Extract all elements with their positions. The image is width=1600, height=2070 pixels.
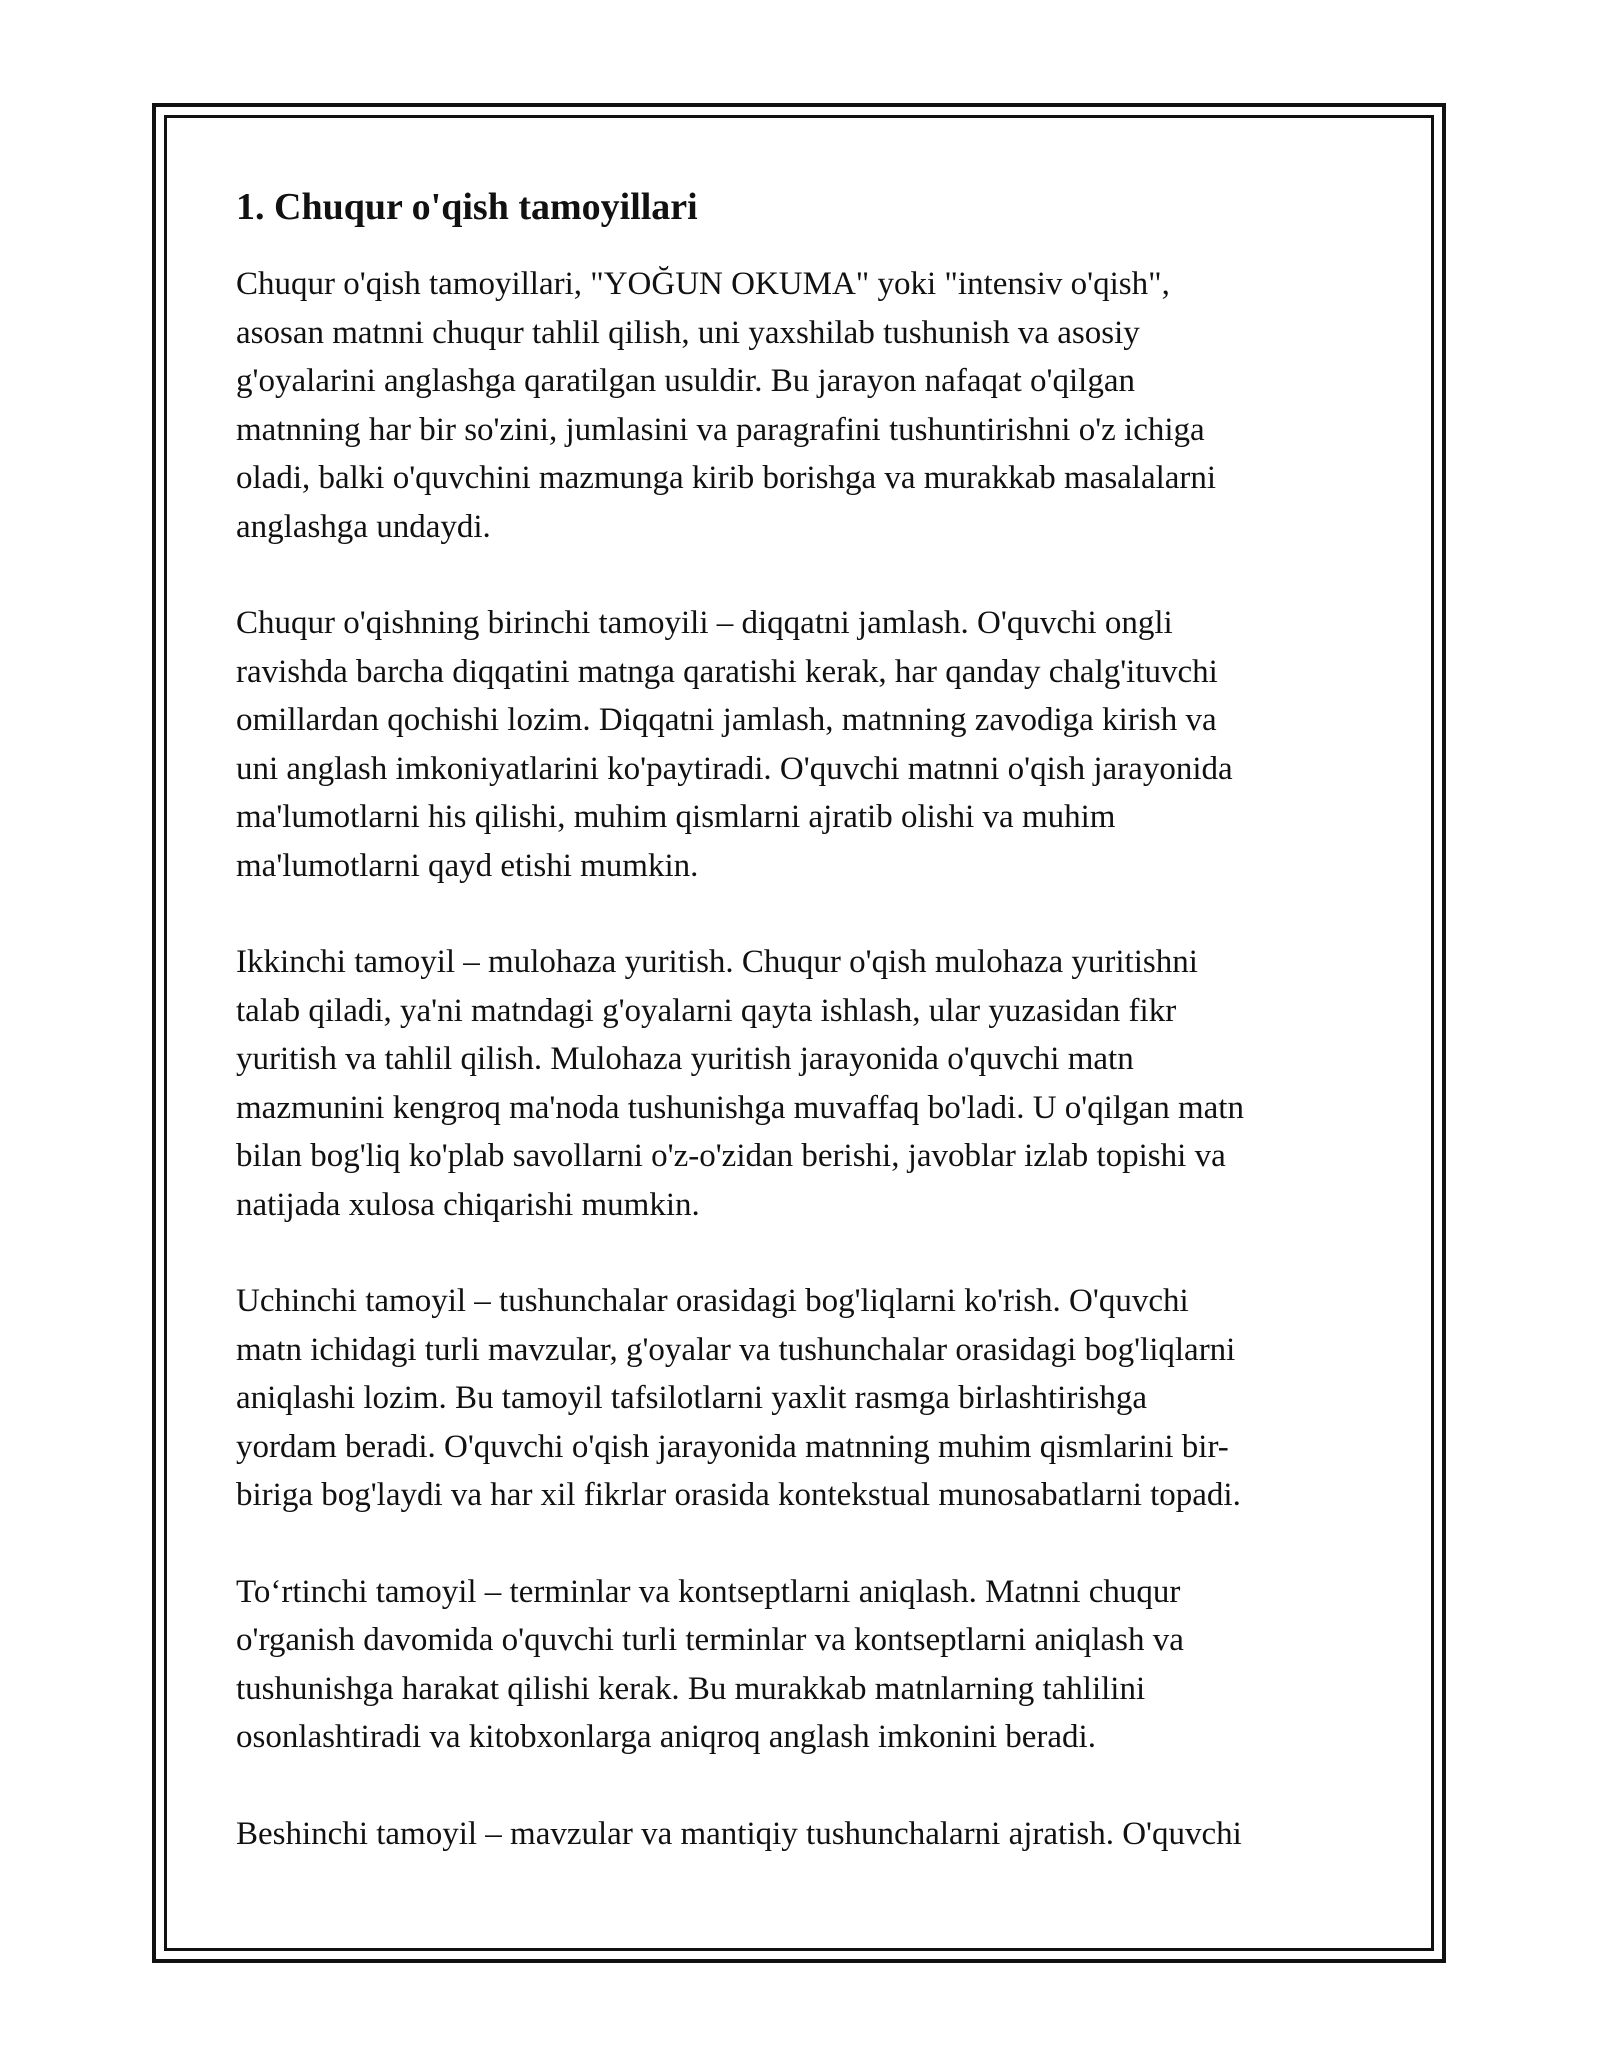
text-line: biriga bog'laydi va har xil fikrlar orasida kontekstual munosabatlarni topadi. xyxy=(236,1477,1241,1513)
paragraph-third-principle xyxy=(236,1277,1366,1520)
text-line: o'rganish davomida o'quvchi turli terminlar va kontseptlarni aniqlash va xyxy=(236,1622,1184,1658)
text-line: yuritish va tahlil qilish. Mulohaza yuritish jarayonida o'quvchi matn xyxy=(236,1041,1134,1077)
text-line: Ikkinchi tamoyil – mulohaza yuritish. Chuqur o'qish mulohaza yuritishni xyxy=(236,944,1198,980)
paragraph-fifth-principle xyxy=(236,1810,1366,1859)
text-line: osonlashtiradi va kitobxonlarga aniqroq anglash imkonini beradi. xyxy=(236,1719,1096,1755)
text-line: matnning har bir so'zini, jumlasini va paragrafini tushuntirishni o'z ichiga xyxy=(236,411,1205,448)
text-line: Uchinchi tamoyil – tushunchalar orasidagi bog'liqlarni ko'rish. O'quvchi xyxy=(236,1283,1189,1319)
text-line: aniqlashi lozim. Bu tamoyil tafsilotlarni yaxlit rasmga birlashtirishga xyxy=(236,1380,1147,1416)
text-line: uni anglash imkoniyatlarini ko'paytiradi. O'quvchi matnni o'qish jarayonida xyxy=(236,750,1233,787)
text-line: ma'lumotlarni his qilishi, muhim qismlarni ajratib olishi va muhim xyxy=(236,799,1116,835)
text-line: Beshinchi tamoyil – mavzular va mantiqiy tushunchalarni ajratish. O'quvchi xyxy=(236,1815,1242,1852)
page-content xyxy=(236,182,1366,1906)
paragraph-intro xyxy=(236,260,1366,551)
paragraph-second-principle xyxy=(236,938,1366,1229)
text-line: talab qiladi, ya'ni matndagi g'oyalarni qayta ishlash, ular yuzasidan fikr xyxy=(236,992,1177,1029)
text-line: ravishda barcha diqqatini matnga qaratishi kerak, har qanday chalg'ituvchi xyxy=(236,653,1218,690)
text-line: anglashga undaydi. xyxy=(236,508,491,545)
text-line: Chuqur o'qishning birinchi tamoyili – diqqatni jamlash. O'quvchi ongli xyxy=(236,605,1173,641)
text-line: g'oyalarini anglashga qaratilgan usuldir. Bu jarayon nafaqat o'qilgan xyxy=(236,363,1135,399)
text-line: mazmunini kengroq ma'noda tushunishga muvaffaq bo'ladi. U o'qilgan matn xyxy=(236,1089,1244,1126)
text-line: tushunishga harakat qilishi kerak. Bu murakkab matnlarning tahlilini xyxy=(236,1670,1146,1707)
paragraph-first-principle xyxy=(236,599,1366,890)
paragraph-fourth-principle xyxy=(236,1568,1366,1762)
text-line: yordam beradi. O'quvchi o'qish jarayonida matnning muhim qismlarini bir- xyxy=(236,1428,1229,1465)
text-line: asosan matnni chuqur tahlil qilish, uni yaxshilab tushunish va asosiy xyxy=(236,314,1140,351)
text-line: ma'lumotlarni qayd etishi mumkin. xyxy=(236,847,699,884)
text-line: oladi, balki o'quvchini mazmunga kirib borishga va murakkab masalalarni xyxy=(236,460,1217,496)
text-line: To‘rtinchi tamoyil – terminlar va kontseptlarni aniqlash. Matnni chuqur xyxy=(236,1573,1181,1610)
text-line: natijada xulosa chiqarishi mumkin. xyxy=(236,1186,700,1223)
text-line: bilan bog'liq ko'plab savollarni o'z-o'zidan berishi, javoblar izlab topishi va xyxy=(236,1138,1226,1174)
text-line: matn ichidagi turli mavzular, g'oyalar va tushunchalar orasidagi bog'liqlarni xyxy=(236,1331,1236,1368)
section-heading: 1. Chuqur o'qish tamoyillari xyxy=(236,186,698,228)
text-line: omillardan qochishi lozim. Diqqatni jamlash, matnning zavodiga kirish va xyxy=(236,702,1217,738)
text-line: Chuqur o'qish tamoyillari, "YOĞUN OKUMA" yoki "intensiv o'qish", xyxy=(236,266,1170,302)
